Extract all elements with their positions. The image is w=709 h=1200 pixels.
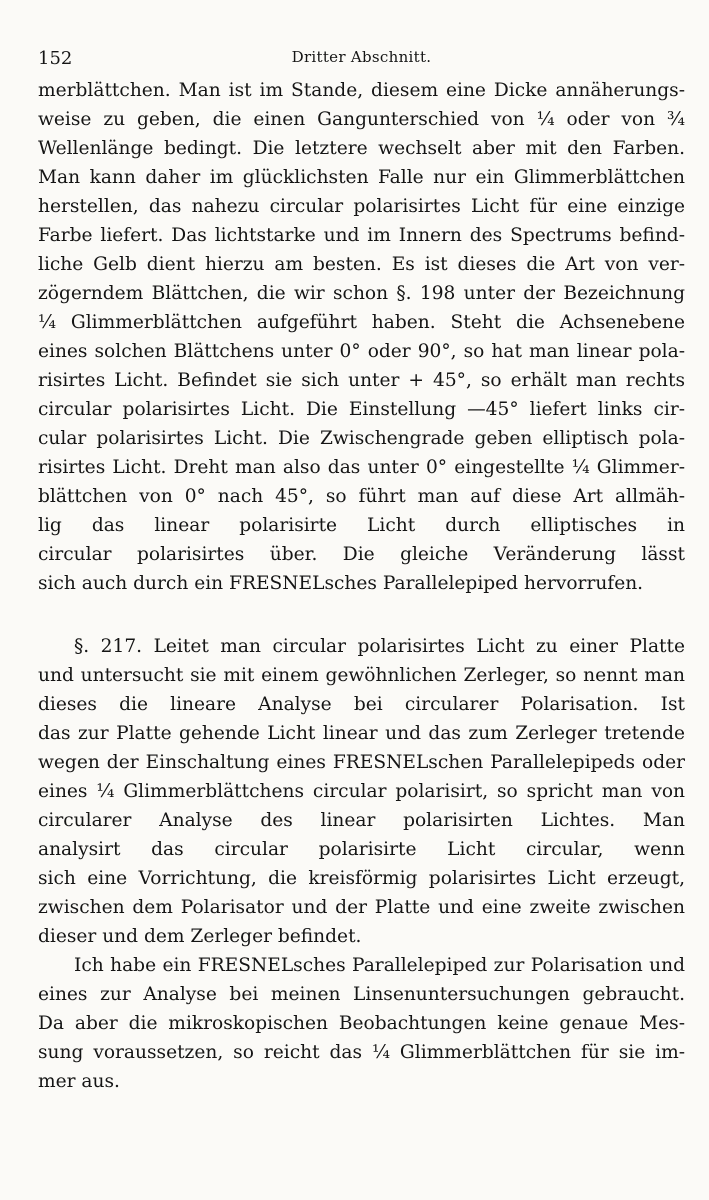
text-line: zögerndem Blättchen, die wir schon §. 198 unter der Bezeichnung [38, 283, 685, 304]
paragraph-gap [38, 598, 685, 632]
text-line: Da aber die mikroskopischen Beobachtungen keine genaue Mes- [38, 1013, 685, 1034]
text-line: zwischen dem Polarisator und der Platte und eine zweite zwischen [38, 897, 685, 918]
text-line: cular polarisirtes Licht. Die Zwischengrade geben elliptisch pola- [38, 428, 685, 449]
text-line: Man kann daher im glücklichsten Falle nur ein Glimmerblättchen [38, 167, 685, 188]
text-line: dieses die lineare Analyse bei circularer Polarisation. Ist [38, 694, 685, 715]
text-line: risirtes Licht. Befindet sie sich unter + 45°, so erhält man rechts [38, 370, 685, 391]
text-line: risirtes Licht. Dreht man also das unter 0° eingestellte ¼ Glimmer- [38, 457, 685, 478]
page-number: 152 [38, 48, 73, 69]
running-title: Dritter Abschnitt. [291, 48, 432, 66]
text-line: analysirt das circular polarisirte Licht circular, wenn [38, 839, 685, 860]
text-line: ¼ Glimmerblättchen aufgeführt haben. Steht die Achsenebene [38, 312, 685, 333]
text-line: wegen der Einschaltung eines FRESNELschen Parallelepipeds oder [38, 752, 685, 773]
text-line: Ich habe ein FRESNELsches Parallelepiped zur Polarisation und [74, 955, 685, 976]
text-line: liche Gelb dient hierzu am besten. Es ist dieses die Art von ver- [38, 254, 685, 275]
text-line: circular polarisirtes über. Die gleiche Veränderung lässt [38, 544, 685, 565]
running-head [38, 40, 685, 70]
paragraph-3 [38, 951, 685, 1096]
text-line: dieser und dem Zerleger befindet. [38, 926, 362, 947]
text-line: circular polarisirtes Licht. Die Einstellung —45° liefert links cir- [38, 399, 685, 420]
text-line: das zur Platte gehende Licht linear und das zum Zerleger tretende [38, 723, 685, 744]
text-line: lig das linear polarisirte Licht durch elliptisches in [38, 515, 685, 536]
text-line: sich eine Vorrichtung, die kreisförmig polarisirtes Licht erzeugt, [38, 868, 685, 889]
paragraph-2 [38, 632, 685, 951]
text-line: herstellen, das nahezu circular polarisirtes Licht für eine einzige [38, 196, 685, 217]
text-line: Farbe liefert. Das lichtstarke und im Innern des Spectrums befind- [38, 225, 685, 246]
text-line: merblättchen. Man ist im Stande, diesem eine Dicke annäherungs- [38, 80, 685, 101]
text-line: und untersucht sie mit einem gewöhnlichen Zerleger, so nennt man [38, 665, 685, 686]
text-line: sung voraussetzen, so reicht das ¼ Glimmerblättchen für sie im- [38, 1042, 685, 1063]
text-line: circularer Analyse des linear polarisirten Lichtes. Man [38, 810, 685, 831]
text-line: blättchen von 0° nach 45°, so führt man auf diese Art allmäh- [38, 486, 685, 507]
text-line: Wellenlänge bedingt. Die letztere wechselt aber mit den Farben. [38, 138, 685, 159]
text-line: sich auch durch ein FRESNELsches Parallelepiped hervorrufen. [38, 573, 644, 594]
text-line: eines solchen Blättchens unter 0° oder 90°, so hat man linear pola- [38, 341, 685, 362]
text-line: eines zur Analyse bei meinen Linsenuntersuchungen gebraucht. [38, 984, 685, 1005]
text-line: eines ¼ Glimmerblättchens circular polarisirt, so spricht man von [38, 781, 685, 802]
paragraph-1 [38, 76, 685, 598]
text-line: weise zu geben, die einen Gangunterschied von ¼ oder von ¾ [38, 109, 685, 130]
text-line: mer aus. [38, 1071, 120, 1092]
text-line: §. 217. Leitet man circular polarisirtes Licht zu einer Platte [74, 636, 685, 657]
